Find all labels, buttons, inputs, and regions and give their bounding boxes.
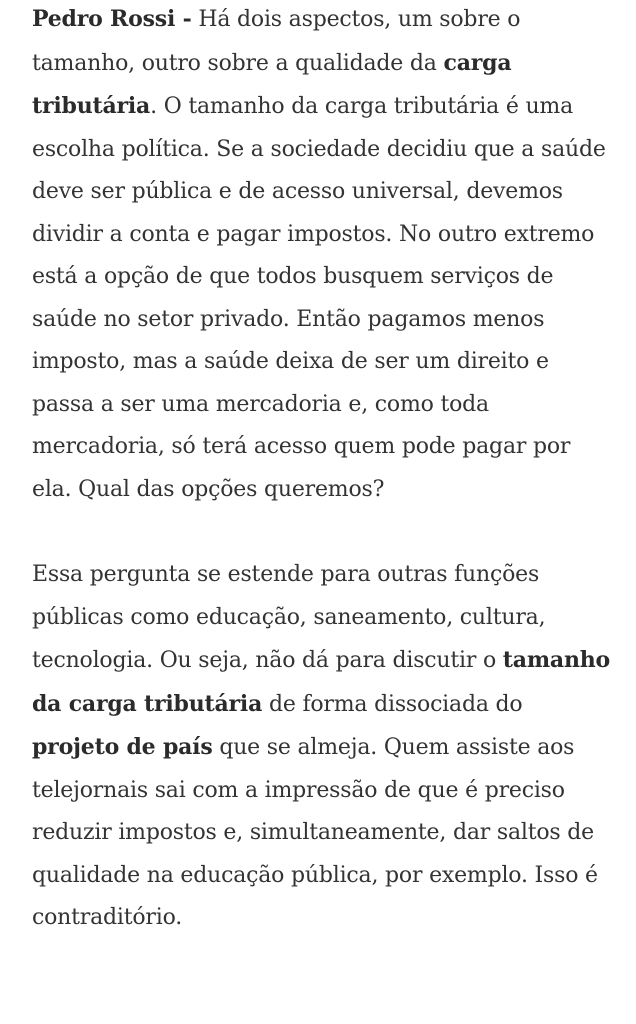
paragraph-text: . O tamanho da carga tributária é uma escolha política. Se a sociedade decidiu que a saúde deve ser pública e de acesso universal, devemos dividir a conta e pagar impostos. No outro extremo está a opção de que todos busquem serviços de saúde no setor privado. Então pagamos menos imposto, mas a saúde deixa de ser um direito e passa a ser uma mercadoria e, como toda mercadoria, só terá acesso quem pode pagar por ela. Qual das opções queremos?	[32, 94, 606, 502]
answer-paragraph	[32, 0, 612, 511]
followup-paragraph	[32, 554, 612, 940]
paragraph-text: Há dois aspectos, um sobre o tamanho, outro sobre a qualidade da	[32, 7, 521, 76]
paragraph-text: que se almeja. Quem assiste aos telejornais sai com a impressão de que é preciso reduzir impostos e, simultaneamente, dar saltos de qualidade na educação pública, por exemplo. Isso é contraditório.	[32, 735, 598, 930]
paragraph-text: de forma dissociada do	[262, 691, 523, 717]
bold-term: tamanho da carga tributária	[32, 647, 611, 717]
bold-term: projeto de país	[32, 734, 213, 760]
article-body	[32, 0, 612, 940]
paragraph-text: Essa pergunta se estende para outras funções públicas como educação, saneamento, cultura, tecnologia. Ou seja, não dá para discutir o	[32, 562, 546, 673]
bold-term: carga tributária	[32, 49, 512, 119]
speaker-name: Pedro Rossi -	[32, 6, 192, 32]
